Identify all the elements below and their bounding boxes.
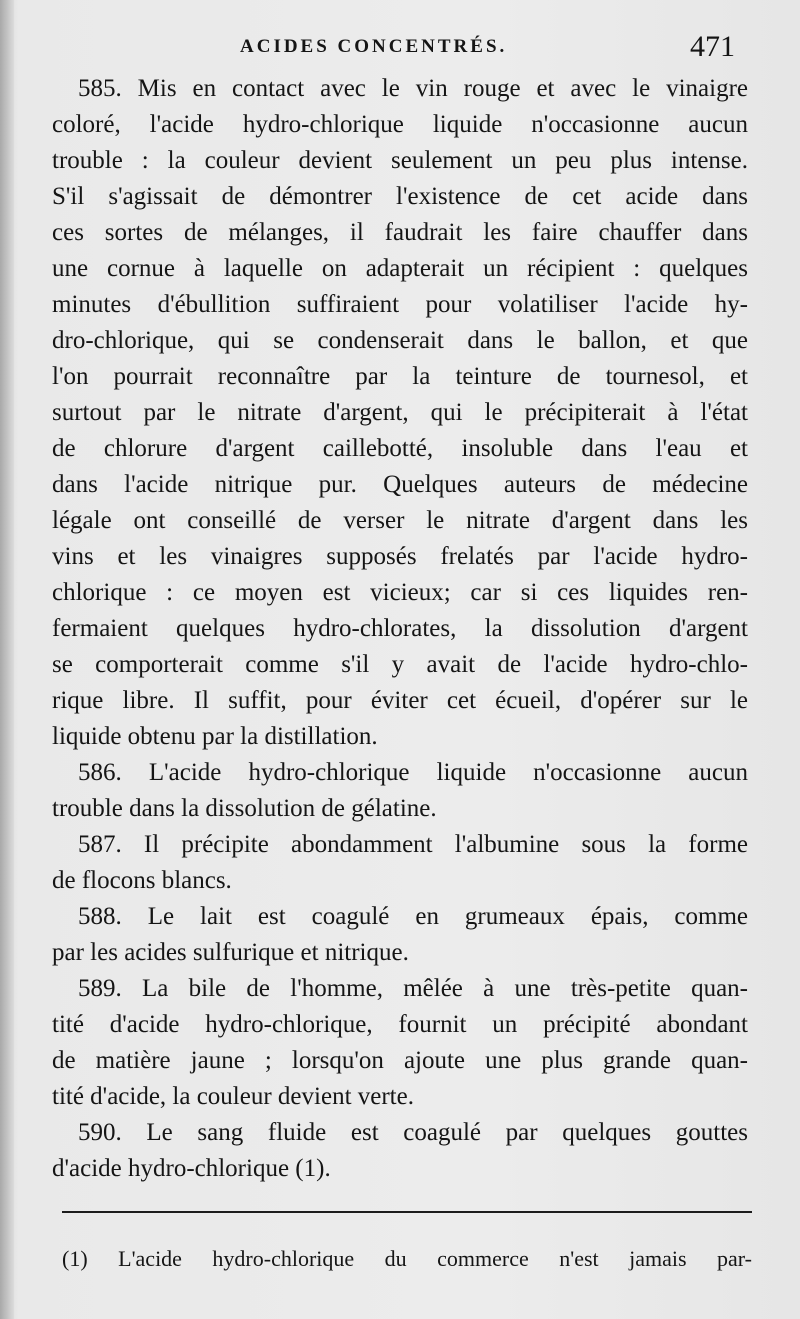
text-line: rique libre. Il suffit, pour éviter cet écueil, d'opérer sur le [52,687,748,714]
text-line: d'acide hydro-chlorique (1). [52,1155,331,1182]
page-number: 471 [690,30,735,63]
text-line: par les acides sulfurique et nitrique. [52,939,409,966]
running-head [0,30,800,70]
text-line: 588. Le lait est coagulé en grumeaux épais, comme [78,903,748,930]
text-line: 585. Mis en contact avec le vin rouge et avec le vinaigre [78,75,748,102]
text-line: 589. La bile de l'homme, mêlée à une très-petite quan- [78,975,748,1002]
text-line: 586. L'acide hydro-chlorique liquide n'occasionne aucun [78,759,748,786]
text-line: 590. Le sang fluide est coagulé par quelques gouttes [78,1119,748,1146]
text-line: de chlorure d'argent caillebotté, insoluble dans l'eau et [52,435,748,462]
footnote-rule [62,1211,752,1213]
text-line: vins et les vinaigres supposés frelatés par l'acide hydro- [52,543,748,570]
text-line: dro-chlorique, qui se condenserait dans le ballon, et que [52,327,748,354]
text-line: tité d'acide, la couleur devient verte. [52,1083,414,1110]
text-line: de matière jaune ; lorsqu'on ajoute une plus grande quan- [52,1047,748,1074]
text-line: surtout par le nitrate d'argent, qui le précipiterait à l'état [52,399,748,426]
text-line: dans l'acide nitrique pur. Quelques auteurs de médecine [52,471,748,498]
text-line: 587. Il précipite abondamment l'albumine sous la forme [78,831,748,858]
footnote: (1) L'acide hydro-chlorique du commerce n'est jamais par- [62,1246,752,1271]
text-line: une cornue à laquelle on adapterait un récipient : quelques [52,255,748,282]
text-line: tité d'acide hydro-chlorique, fournit un précipité abondant [52,1011,748,1038]
text-line: minutes d'ébullition suffiraient pour volatiliser l'acide hy- [52,291,748,318]
text-line: S'il s'agissait de démontrer l'existence de cet acide dans [52,183,748,210]
text-line: ces sortes de mélanges, il faudrait les faire chauffer dans [52,219,748,246]
running-title: ACIDES CONCENTRÉS. [240,36,508,57]
text-line: de flocons blancs. [52,867,232,894]
text-line: liquide obtenu par la distillation. [52,723,378,750]
text-line: chlorique : ce moyen est vicieux; car si ces liquides ren- [52,579,748,606]
text-line: se comporterait comme s'il y avait de l'acide hydro-chlo- [52,651,748,678]
text-line: coloré, l'acide hydro-chlorique liquide n'occasionne aucun [52,111,748,138]
page-edge-shadow [0,0,14,1319]
text-line: légale ont conseillé de verser le nitrate d'argent dans les [52,507,748,534]
text-line: trouble : la couleur devient seulement un peu plus intense. [52,147,748,174]
text-line: fermaient quelques hydro-chlorates, la dissolution d'argent [52,615,748,642]
text-line: l'on pourrait reconnaître par la teinture de tournesol, et [52,363,748,390]
text-line: trouble dans la dissolution de gélatine. [52,795,437,822]
